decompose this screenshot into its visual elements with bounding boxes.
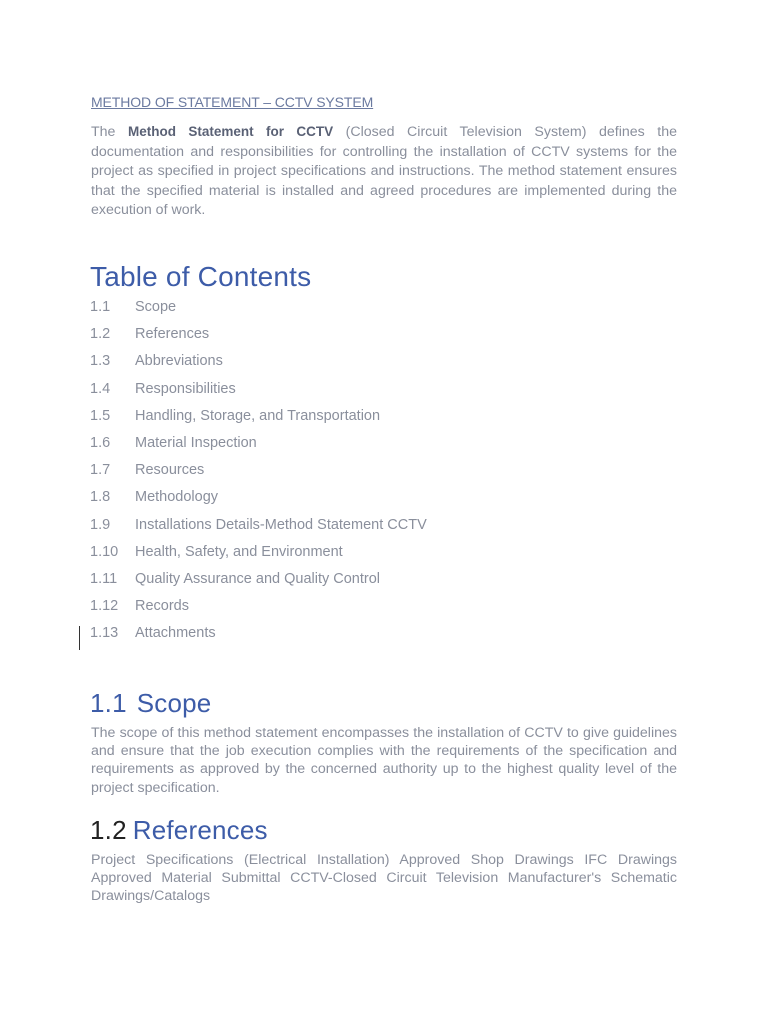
toc-item-qa-qc[interactable] <box>90 569 590 596</box>
toc-item-number: 1.4 <box>90 380 111 397</box>
toc-item-number: 1.13 <box>90 625 119 642</box>
toc-item-label: Handling, Storage, and Transportation <box>135 407 381 424</box>
toc-item-label: Quality Assurance and Quality Control <box>135 570 381 587</box>
intro-rest: (Closed Circuit Television System) defines the documentation and responsibilities for controlling the installation of CCTV systems for the project as specified in project specifications and instructions. The method statement ensures that the specified material is installed and agreed procedures are implemented during the execution of work. <box>91 124 677 218</box>
section-heading-references <box>90 815 268 846</box>
toc-item-attachments[interactable] <box>90 623 590 650</box>
toc-item-label: Attachments <box>135 625 216 642</box>
section-heading-scope <box>90 688 211 719</box>
toc-item-number: 1.10 <box>90 543 119 560</box>
text-cursor <box>79 626 80 650</box>
toc-list <box>90 297 590 650</box>
toc-item-methodology[interactable] <box>90 487 590 514</box>
references-paragraph: Project Specifications (Electrical Installation) Approved Shop Drawings IFC Drawings Approved Material Submittal CCTV-Closed Circuit Television Manufacturer's Schematic Drawings/Catalogs <box>91 852 677 905</box>
toc-item-number: 1.1 <box>90 299 111 315</box>
section-title: References <box>132 815 268 845</box>
toc-item-number: 1.3 <box>90 353 111 370</box>
toc-item-number: 1.9 <box>90 516 111 533</box>
intro-lead: The <box>91 124 128 140</box>
toc-item-installation-details[interactable] <box>90 515 590 542</box>
intro-emphasis: Method Statement for CCTV <box>128 124 334 139</box>
toc-item-label: Abbreviations <box>135 353 223 370</box>
toc-item-label: Methodology <box>135 489 219 506</box>
toc-item-records[interactable] <box>90 596 590 623</box>
toc-item-number: 1.5 <box>90 407 111 424</box>
toc-item-material-inspection[interactable] <box>90 433 590 460</box>
toc-item-abbreviations[interactable] <box>90 351 590 378</box>
section-number: 1.2 <box>90 815 127 845</box>
toc-item-label: Records <box>135 598 189 615</box>
toc-item-responsibilities[interactable] <box>90 379 590 406</box>
toc-item-hse[interactable] <box>90 542 590 569</box>
toc-item-scope[interactable] <box>90 297 590 324</box>
toc-item-number: 1.12 <box>90 598 119 615</box>
scope-paragraph: The scope of this method statement encompasses the installation of CCTV to give guidelines and ensure that the job execution complies with the requirements of the specification and requirements as approved by the concerned authority up to the highest quality level of the project specification. <box>91 725 677 796</box>
toc-item-handling[interactable] <box>90 406 590 433</box>
toc-item-number: 1.7 <box>90 462 111 479</box>
section-title: Scope <box>136 688 212 718</box>
toc-item-label: Responsibilities <box>135 380 236 397</box>
intro-paragraph <box>91 122 677 221</box>
section-number: 1.1 <box>90 688 127 718</box>
toc-item-label: Scope <box>135 299 177 315</box>
toc-item-label: Material Inspection <box>135 434 257 451</box>
toc-item-number: 1.6 <box>90 434 111 451</box>
toc-item-number: 1.8 <box>90 489 111 506</box>
toc-item-resources[interactable] <box>90 460 590 487</box>
toc-item-label: Installations Details-Method Statement CCTV <box>135 516 427 533</box>
toc-item-label: Health, Safety, and Environment <box>135 543 343 560</box>
toc-item-number: 1.2 <box>90 326 111 343</box>
toc-item-number: 1.11 <box>90 570 118 587</box>
toc-item-references[interactable] <box>90 324 590 351</box>
toc-item-label: References <box>135 326 210 343</box>
toc-heading: Table of Contents <box>90 261 312 292</box>
toc-item-label: Resources <box>135 462 205 479</box>
document-title: METHOD OF STATEMENT – CCTV SYSTEM <box>91 94 374 110</box>
